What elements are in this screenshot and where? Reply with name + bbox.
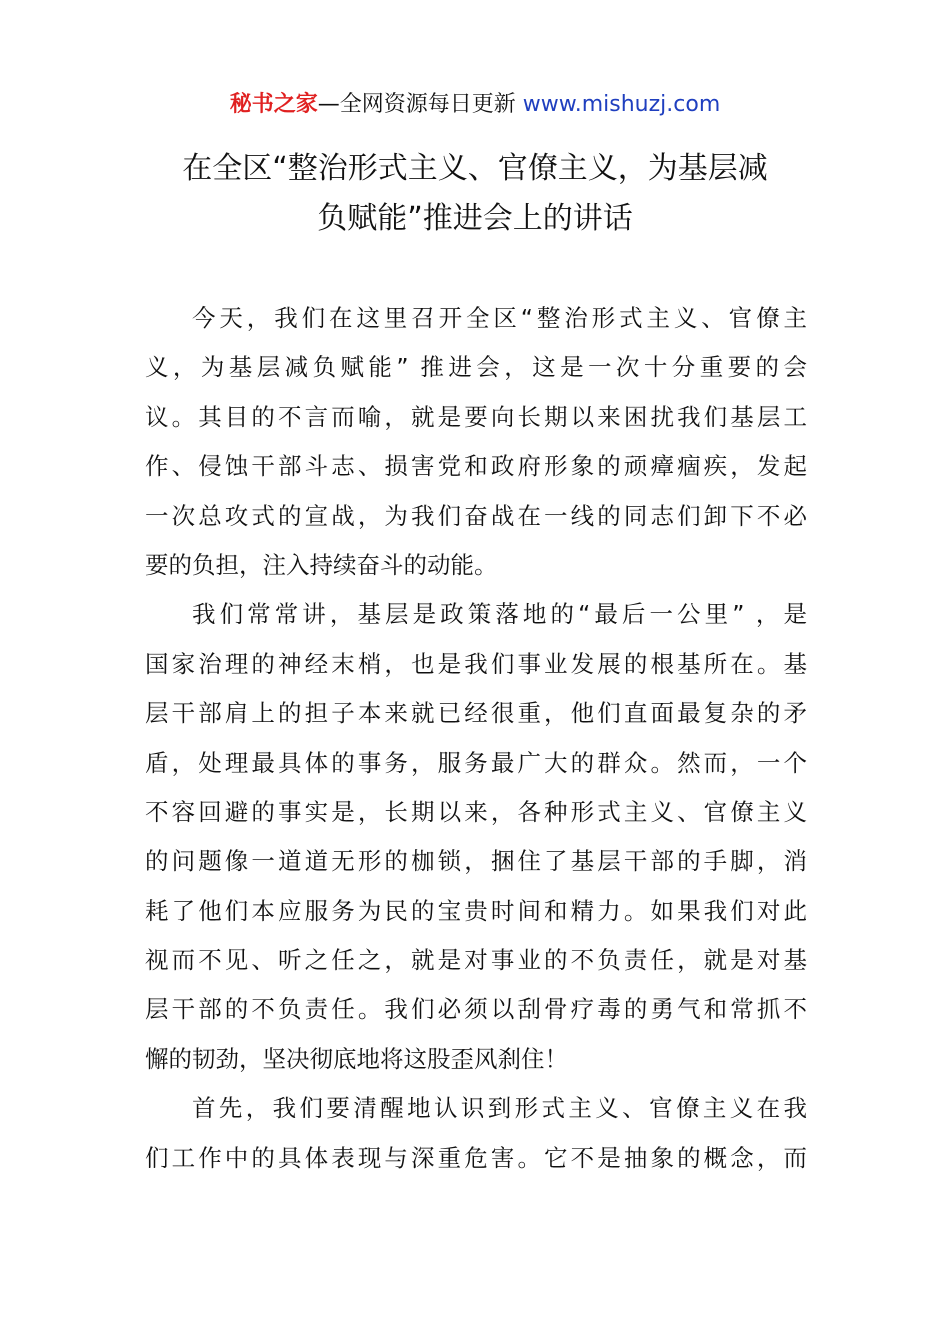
brand-name: 秘书之家 (229, 92, 318, 117)
body-line: 国家治理的神经末梢，也是我们事业发展的根基所在。基 (145, 649, 807, 678)
banner-tagline: —全网资源每日更新 (317, 92, 523, 117)
title-line: 负赋能”推进会上的讲话 (317, 201, 633, 236)
body-line: 义，为基层减负赋能” 推进会，这是一次十分重要的会 (145, 353, 807, 382)
body-line: 一次总攻式的宣战，为我们奋战在一线的同志们卸下不必 (145, 501, 807, 530)
document-body (145, 294, 807, 1183)
body-line: 视而不见、听之任之，就是对事业的不负责任，就是对基 (145, 946, 807, 975)
body-line: 懈的韧劲，坚决彻底地将这股歪风刹住！ (145, 1044, 568, 1073)
body-line: 耗了他们本应服务为民的宝贵时间和精力。如果我们对此 (145, 896, 807, 925)
body-line: 层干部肩上的担子本来就已经很重，他们直面最复杂的矛 (145, 699, 807, 728)
site-banner (0, 88, 950, 122)
body-line: 首先，我们要清醒地认识到形式主义、官僚主义在我 (192, 1094, 807, 1123)
body-line: 盾，处理最具体的事务，服务最广大的群众。然而，一个 (145, 748, 807, 777)
body-line: 今天，我们在这里召开全区“整治形式主义、官僚主 (192, 304, 807, 332)
document-title (145, 144, 805, 244)
body-line: 不容回避的事实是，长期以来，各种形式主义、官僚主义 (145, 797, 807, 826)
body-line: 层干部的不负责任。我们必须以刮骨疗毒的勇气和常抓不 (145, 995, 807, 1024)
body-line: 们工作中的具体表现与深重危害。它不是抽象的概念，而 (145, 1143, 807, 1172)
body-line: 作、侵蚀干部斗志、损害党和政府形象的顽瘴痼疾，发起 (145, 452, 807, 481)
body-line: 要的负担，注入持续奋斗的动能。 (145, 550, 498, 579)
body-line: 的问题像一道道无形的枷锁，捆住了基层干部的手脚，消 (145, 847, 807, 876)
site-url-link[interactable]: www.mishuzj.com (522, 92, 721, 117)
body-line: 议。其目的不言而喻，就是要向长期以来困扰我们基层工 (145, 402, 807, 431)
body-line: 我们常常讲，基层是政策落地的“最后一公里” ，是 (192, 600, 807, 629)
title-line: 在全区“整治形式主义、官僚主义，为基层减 (182, 151, 768, 186)
